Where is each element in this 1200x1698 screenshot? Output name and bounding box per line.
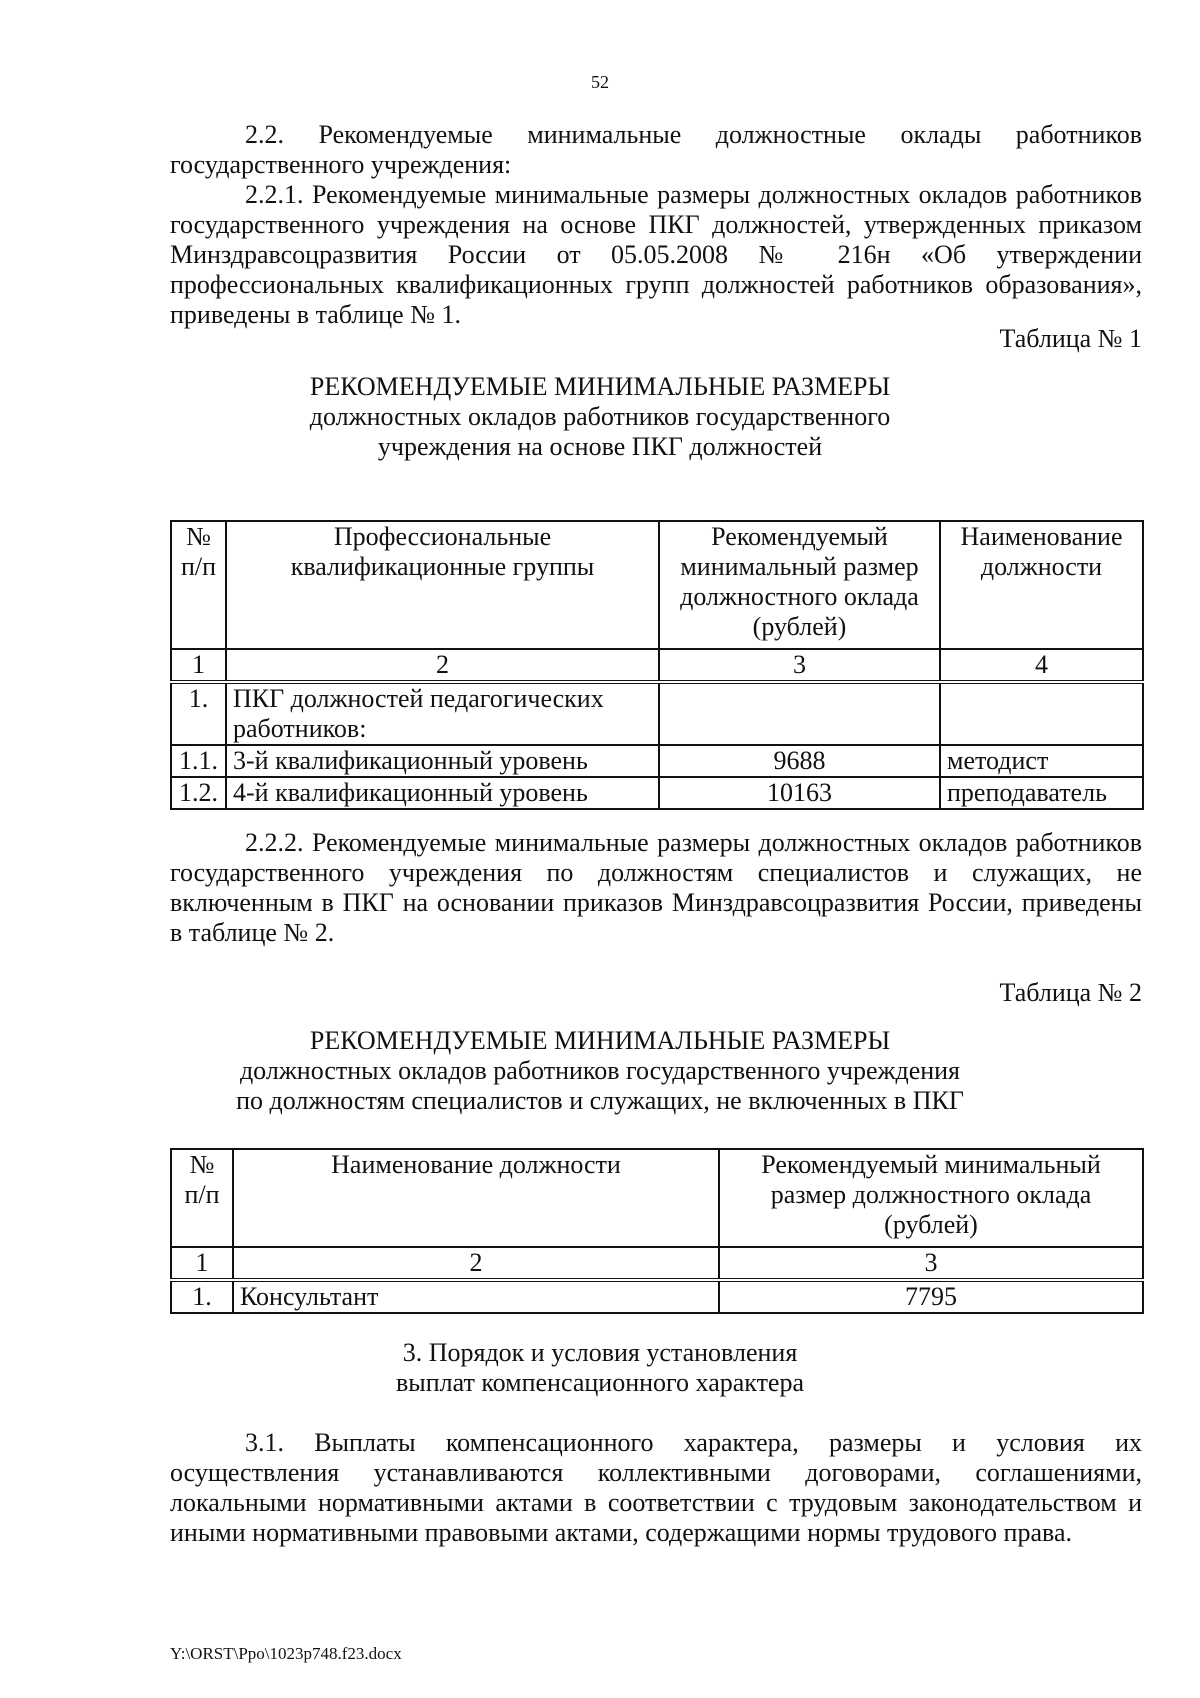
table1-title-line3: учреждения на основе ПКГ должностей [377, 432, 823, 461]
table2-colnum: 3 [719, 1247, 1143, 1280]
table2-title [0, 1026, 1200, 1116]
row-num: 1. [171, 1280, 233, 1313]
section-3-title-line2: выплат компенсационного характера [395, 1368, 805, 1397]
table1-colnum: 2 [226, 649, 659, 682]
paragraph-3-1: 3.1. Выплаты компенсационного характера, размеры и условия их осуществления устанавливаются коллективными договорами, соглашениями, локальными нормативными актами в соответствии с трудовым законодательством и иными нормативными правовыми актами, содержащими нормы трудового права. [170, 1428, 1142, 1547]
table1-title-line1: РЕКОМЕНДУЕМЫЕ МИНИМАЛЬНЫЕ РАЗМЕРЫ [309, 372, 891, 401]
table1 [170, 520, 1144, 810]
row-group: ПКГ должностей педагогических работников: [226, 682, 659, 745]
row-num: 1.1. [171, 745, 226, 777]
table1-title [0, 372, 1200, 462]
table2-header-salary: Рекомендуемый минимальный размер должностного оклада (рублей) [719, 1149, 1143, 1247]
table1-colnum: 1 [171, 649, 226, 682]
table1-header-row [171, 521, 1143, 649]
paragraph-2-2-2: 2.2.2. Рекомендуемые минимальные размеры должностных окладов работников государственного учреждения по должностям специалистов и служащих, не включенным в ПКГ на основании приказов Минздравсоцразвития России, приведены в таблице № 2. [170, 828, 1142, 947]
table1-title-line2: должностных окладов работников государственного [309, 402, 891, 431]
table1-colnum: 4 [940, 649, 1143, 682]
table1-header-salary: Рекомендуемый минимальный размер должностного оклада (рублей) [659, 521, 940, 649]
row-position: Консультант [233, 1280, 719, 1313]
section-3-title [0, 1338, 1200, 1398]
row-position [940, 682, 1143, 745]
table-row [171, 682, 1143, 745]
table2-colnum-row [171, 1247, 1143, 1280]
table2-colnum: 2 [233, 1247, 719, 1280]
paragraph-2-2-1: 2.2.1. Рекомендуемые минимальные размеры должностных окладов работников государственного учреждения на основе ПКГ должностей, утвержденных приказом Минздравсоцразвития России от 05.05.2008 № 216н «Об утверждении профессиональных квалификационных групп должностей работников образования», приведены в таблице № 1. [170, 180, 1142, 329]
table2-title-line1: РЕКОМЕНДУЕМЫЕ МИНИМАЛЬНЫЕ РАЗМЕРЫ [309, 1026, 891, 1055]
table1-header-position: Наименование должности [940, 521, 1143, 649]
table-row [171, 777, 1143, 809]
table1-colnum-row [171, 649, 1143, 682]
row-position: методист [940, 745, 1143, 777]
row-salary [659, 682, 940, 745]
table2 [170, 1148, 1144, 1314]
table-row [171, 745, 1143, 777]
table2-title-line2: должностных окладов работников государственного учреждения [239, 1056, 961, 1085]
table2-header-row [171, 1149, 1143, 1247]
table2-header-position: Наименование должности [233, 1149, 719, 1247]
table1-colnum: 3 [659, 649, 940, 682]
row-num: 1.2. [171, 777, 226, 809]
row-salary: 7795 [719, 1280, 1143, 1313]
footer-file-path: Y:\ORST\Ppo\1023p748.f23.docx [170, 1644, 402, 1663]
table1-label: Таблица № 1 [999, 324, 1142, 353]
page-number: 52 [591, 72, 609, 92]
table2-colnum: 1 [171, 1247, 233, 1280]
row-group: 3-й квалификационный уровень [226, 745, 659, 777]
row-group: 4-й квалификационный уровень [226, 777, 659, 809]
section-3-title-line1: 3. Порядок и условия установления [402, 1338, 798, 1367]
row-num: 1. [171, 682, 226, 745]
table1-header-group: Профессиональные квалификационные группы [226, 521, 659, 649]
table2-title-line3: по должностям специалистов и служащих, не включенных в ПКГ [236, 1086, 964, 1115]
row-salary: 9688 [659, 745, 940, 777]
table2-label: Таблица № 2 [999, 978, 1142, 1007]
row-position: преподаватель [940, 777, 1143, 809]
paragraph-2-2: 2.2. Рекомендуемые минимальные должностные оклады работников государственного учреждения: [170, 120, 1142, 179]
row-salary: 10163 [659, 777, 940, 809]
table-row [171, 1280, 1143, 1313]
table2-header-num: № п/п [171, 1149, 233, 1247]
table1-header-num: № п/п [171, 521, 226, 649]
